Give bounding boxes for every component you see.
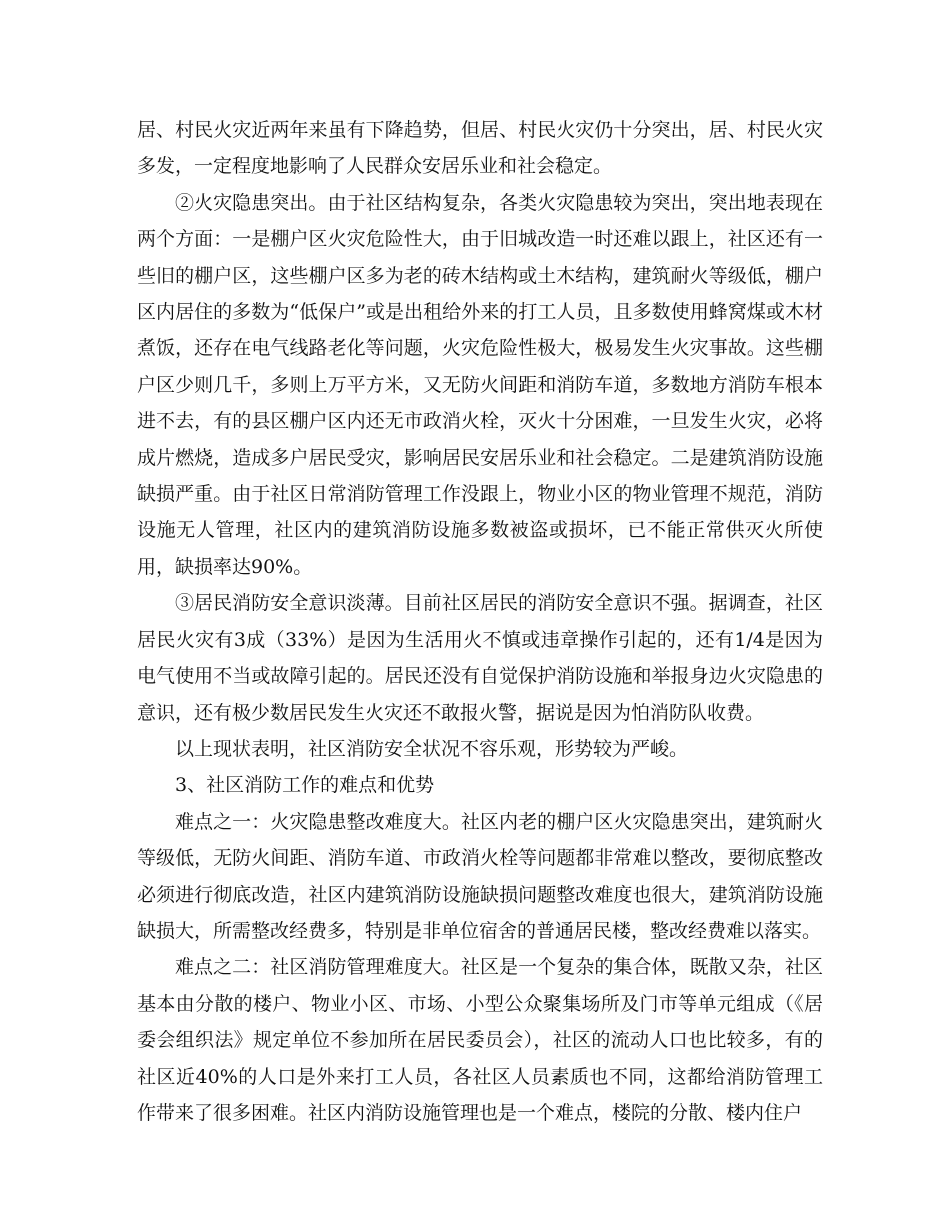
paragraph-safety-awareness: ③居民消防安全意识淡薄。目前社区居民的消防安全意识不强。据调查，社区居民火灾有3成（33%）是因为生活用火不慎或违章操作引起的，还有1/4是因为电气使用不当或故障引起的。居民还没有自觉保护消防设施和举报身边火灾隐患的意识，还有极少数居民发生火灾还不敢报火警，据说是因为怕消防队收费。: [137, 592, 823, 724]
paragraph-fire-hazards: ②火灾隐患突出。由于社区结构复杂，各类火灾隐患较为突出，突出地表现在两个方面：一是棚户区火灾危险性大，由于旧城改造一时还难以跟上，社区还有一些旧的棚户区，这些棚户区多为老的砖木结构或土木结构，建筑耐火等级低，棚户区内居住的多数为“低保户”或是出租给外来的打工人员，且多数使用蜂窝煤或木材煮饭，还存在电气线路老化等问题，火灾危险性极大，极易发生火灾事故。这些棚户区少则几千，多则上万平方米，又无防火间距和消防车道，多数地方消防车根本进不去，有的县区棚户区内还无市政消火栓，灭火十分困难，一旦发生火灾，必将成片燃烧，造成多户居民受灾，影响居民安居乐业和社会稳定。二是建筑消防设施缺损严重。由于社区日常消防管理工作没跟上，物业小区的物业管理不规范，消防设施无人管理，社区内的建筑消防设施多数被盗或损坏，已不能正常供灭火所使用，缺损率达90%。: [137, 191, 823, 578]
paragraph-difficulty-one: 难点之一：火灾隐患整改难度大。社区内老的棚户区火灾隐患突出，建筑耐火等级低，无防火间距、消防车道、市政消火栓等问题都非常难以整改，要彻底整改必须进行彻底改造，社区内建筑消防设施缺损问题整改难度也很大，建筑消防设施缺损大，所需整改经费多，特别是非单位宿舍的普通居民楼，整改经费难以落实。: [137, 810, 823, 942]
paragraph-difficulty-two: 难点之二：社区消防管理难度大。社区是一个复杂的集合体，既散又杂，社区基本由分散的楼户、物业小区、市场、小型公众聚集场所及门市等单元组成（《居委会组织法》规定单位不参加所在居民委员会），社区的流动人口也比较多，有的社区近40%的人口是外来打工人员，各社区人员素质也不同，这都给消防管理工作带来了很多困难。社区内消防设施管理也是一个难点，楼院的分散、楼内住户: [137, 956, 823, 1124]
section-heading: 3、社区消防工作的难点和优势: [175, 774, 435, 797]
paragraph-summary: 以上现状表明，社区消防安全状况不容乐观，形势较为严峻。: [175, 737, 689, 760]
document-body: [137, 112, 823, 1131]
paragraph-continuation: 居、村民火灾近两年来虽有下降趋势，但居、村民火灾仍十分突出，居、村民火灾多发，一定程度地影响了人民群众安居乐业和社会稳定。: [137, 119, 823, 178]
